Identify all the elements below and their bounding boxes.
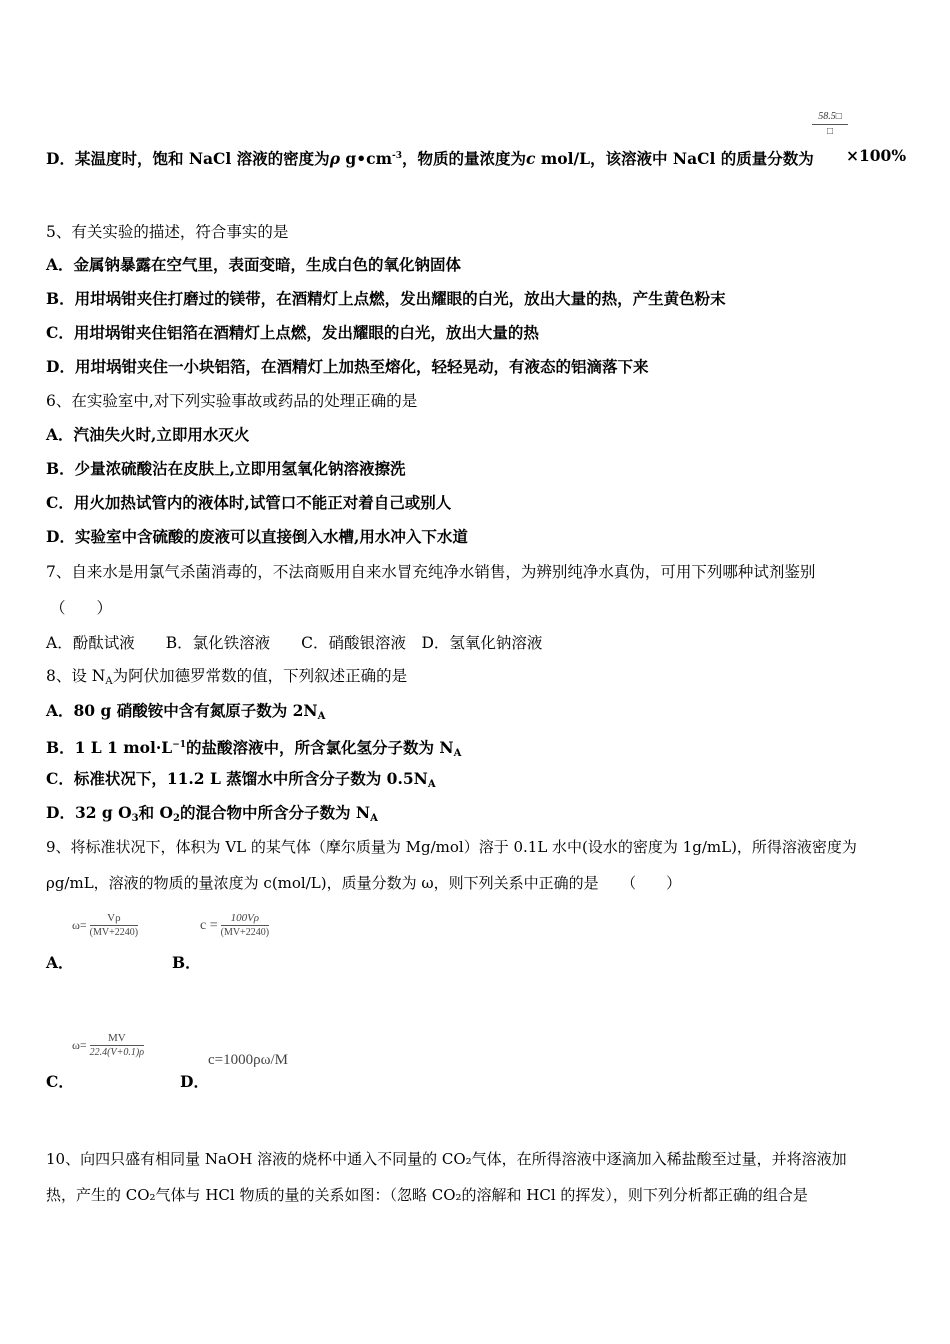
q8-option-b bbox=[46, 735, 461, 764]
option-label: D． bbox=[46, 149, 75, 168]
subscript: A bbox=[370, 813, 378, 824]
q9-option-b-label: B． bbox=[172, 953, 201, 972]
denominator: (MV+2240) bbox=[89, 927, 139, 938]
q9-stem-line2: ρg/mL，溶液的物质的量浓度为 c(mol/L)，质量分数为 ω，则下列关系中正确的是 （ ） bbox=[46, 874, 682, 892]
q6-stem: 6、在实验室中,对下列实验事故或药品的处理正确的是 bbox=[46, 392, 418, 410]
numerator: Vρ bbox=[90, 912, 138, 926]
q9-formula-d bbox=[208, 1052, 288, 1069]
numerator: 100Vρ bbox=[221, 912, 269, 926]
numerator: MV bbox=[90, 1032, 144, 1046]
text: 的混合物中所含分子数为 N bbox=[180, 803, 371, 822]
text: g•cm bbox=[340, 149, 392, 168]
text: B．1 L 1 mol·L bbox=[46, 738, 173, 757]
q4-option-d bbox=[46, 146, 901, 169]
q9-formula-c bbox=[72, 1032, 144, 1059]
text: mol/L，该溶液中 NaCl 的质量分数为 bbox=[535, 149, 814, 168]
text: D．32 g O bbox=[46, 803, 132, 822]
q4-option-d-tail: ×100% bbox=[846, 146, 907, 165]
q8-stem bbox=[46, 666, 407, 692]
subscript: A bbox=[105, 676, 113, 687]
q7-stem: 7、自来水是用氯气杀菌消毒的，不法商贩用自来水冒充纯净水销售，为辨别纯净水真伪，可用下列哪种试剂鉴别 bbox=[46, 563, 816, 581]
q7-options: A．酚酞试液 B．氯化铁溶液 C．硝酸银溶液 D．氢氧化钠溶液 bbox=[46, 634, 543, 652]
formula-lhs: ω= bbox=[72, 918, 87, 932]
c-symbol: c bbox=[526, 149, 536, 168]
q5-option-c: C．用坩埚钳夹住铝箔在酒精灯上点燃，发出耀眼的白光，放出大量的热 bbox=[46, 323, 539, 342]
q5-option-a: A．金属钠暴露在空气里，表面变暗，生成白色的氧化钠固体 bbox=[46, 255, 462, 274]
text: A．80 g 硝酸铵中含有氮原子数为 2N bbox=[46, 701, 318, 720]
q5-option-d: D．用坩埚钳夹住一小块铝箔，在酒精灯上加热至熔化，轻轻晃动，有液态的铝滴落下来 bbox=[46, 357, 649, 376]
rho-symbol: ρ bbox=[329, 149, 340, 168]
q9-option-c-label: C． bbox=[46, 1072, 74, 1091]
text: 的盐酸溶液中，所含氯化氢分子数为 N bbox=[186, 738, 454, 757]
subscript: A bbox=[453, 748, 462, 759]
q9-option-a-label: A． bbox=[46, 953, 74, 972]
text: 8、设 N bbox=[46, 667, 106, 685]
superscript: -3 bbox=[391, 151, 402, 161]
q9-option-d-label: D． bbox=[180, 1072, 209, 1091]
subscript: A bbox=[317, 711, 326, 722]
superscript: −1 bbox=[172, 740, 186, 750]
q9-stem-line1: 9、将标准状况下，体积为 VL 的某气体（摩尔质量为 Mg/mol）溶于 0.1L 水中(设水的密度为 1g/mL)，所得溶液密度为 bbox=[46, 838, 857, 856]
q6-option-a: A．汽油失火时,立即用水灭火 bbox=[46, 425, 250, 444]
text: 为阿伏加德罗常数的值，下列叙述正确的是 bbox=[112, 667, 408, 685]
q6-option-b: B．少量浓硫酸沾在皮肤上,立即用氢氧化钠溶液擦洗 bbox=[46, 459, 406, 478]
denominator: 22.4(V+0.1)ρ bbox=[89, 1047, 144, 1058]
formula-fraction bbox=[221, 912, 269, 939]
q9-formula-b bbox=[200, 912, 269, 939]
formula-lhs: ω= bbox=[72, 1038, 87, 1052]
subscript: 3 bbox=[131, 813, 139, 824]
q6-option-d: D．实验室中含硫酸的废液可以直接倒入水槽,用水冲入下水道 bbox=[46, 527, 468, 546]
formula-lhs: c = bbox=[200, 917, 218, 933]
q8-option-a bbox=[46, 701, 325, 727]
formula-fraction bbox=[90, 1032, 144, 1059]
formula-fraction bbox=[90, 912, 138, 939]
q9-formula-a bbox=[72, 912, 138, 939]
q8-option-c bbox=[46, 769, 436, 795]
text: C．标准状况下，11.2 L 蒸馏水中所含分子数为 0.5N bbox=[46, 769, 428, 788]
formula-text: c=1000ρω/M bbox=[208, 1052, 288, 1068]
denominator: (MV+2240) bbox=[220, 927, 270, 938]
fraction-image bbox=[812, 111, 848, 138]
q10-stem-line1: 10、向四只盛有相同量 NaOH 溶液的烧杯中通入不同量的 CO₂气体，在所得溶液中逐滴加入稀盐酸至过量，并将溶液加 bbox=[46, 1150, 847, 1168]
subscript: 2 bbox=[173, 813, 180, 824]
text: ，物质的量浓度为 bbox=[401, 149, 526, 168]
q10-stem-line2: 热，产生的 CO₂气体与 HCl 物质的量的关系如图：（忽略 CO₂的溶解和 HCl 的挥发），则下列分析都正确的组合是 bbox=[46, 1186, 808, 1204]
q5-stem: 5、有关实验的描述，符合事实的是 bbox=[46, 223, 289, 241]
q5-option-b: B．用坩埚钳夹住打磨过的镁带，在酒精灯上点燃，发出耀眼的白光，放出大量的热，产生黄色粉末 bbox=[46, 289, 726, 308]
subscript: A bbox=[427, 779, 436, 790]
q6-option-c: C．用火加热试管内的液体时,试管口不能正对着自己或别人 bbox=[46, 493, 452, 512]
q8-option-d bbox=[46, 803, 378, 829]
fraction-denominator: □ bbox=[826, 126, 834, 137]
text: 和 O bbox=[138, 803, 174, 822]
text: 某温度时，饱和 NaCl 溶液的密度为 bbox=[74, 149, 330, 168]
q7-answer-paren: （ ） bbox=[50, 599, 113, 617]
fraction-numerator: 58.5□ bbox=[818, 111, 842, 122]
fraction-bar bbox=[812, 124, 848, 125]
